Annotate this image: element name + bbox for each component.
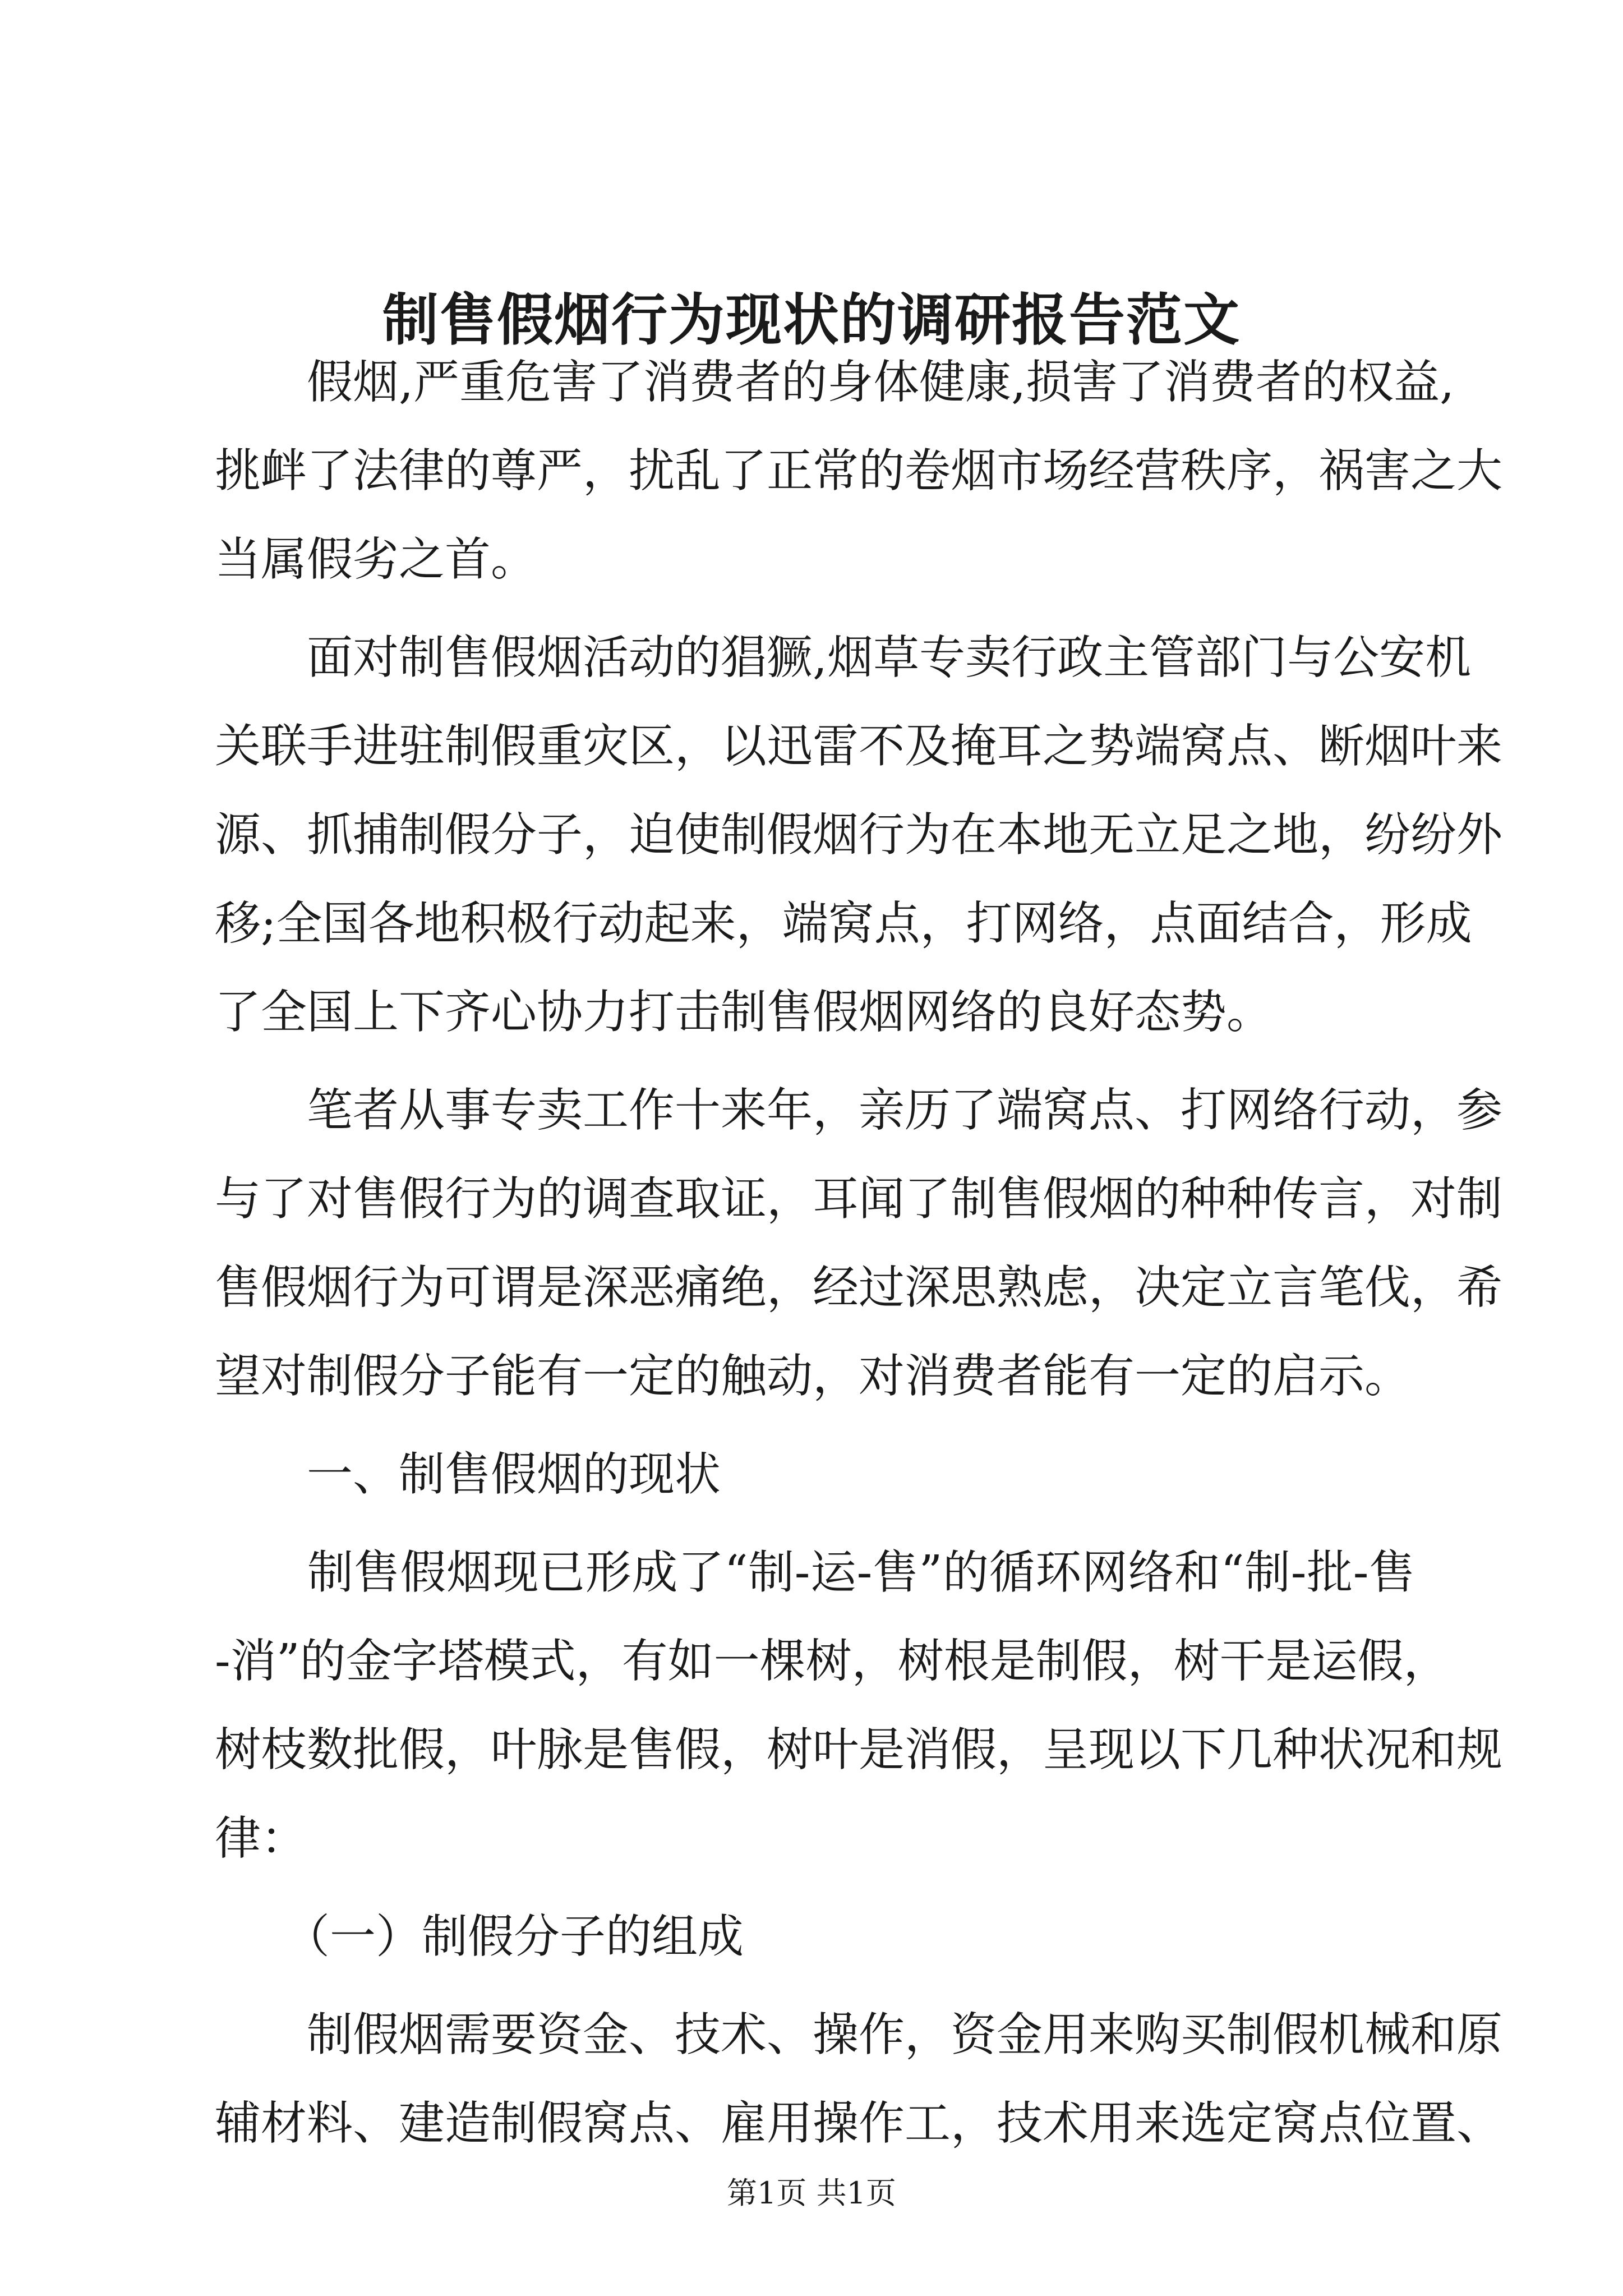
document-title: 制售假烟行为现状的调研报告范文	[382, 287, 1241, 353]
body-line: 制假烟需要资金、技术、操作，资金用来购买制假机械和原	[215, 2008, 1503, 2062]
page-footer: 第1页 共1页	[727, 2175, 896, 2211]
body-line: 律：	[215, 1812, 307, 1865]
body-line: -消”的金字塔模式，有如一棵树，树根是制假，树干是运假，	[215, 1635, 1450, 1688]
body-line: 面对制售假烟活动的猖獗,烟草专卖行政主管部门与公安机	[215, 631, 1472, 684]
body-line: 制售假烟现已形成了“制-运-售”的循环网络和“制-批-售	[215, 1546, 1415, 1599]
body-line: 关联手进驻制假重灾区，以迅雷不及掩耳之势端窝点、断烟叶来	[215, 720, 1503, 773]
body-line: 辅材料、建造制假窝点、雇用操作工，技术用来选定窝点位置、	[215, 2097, 1503, 2150]
section-heading: 一、制售假烟的现状	[215, 1448, 721, 1501]
body-line: 源、抓捕制假分子，迫使制假烟行为在本地无立足之地，纷纷外	[215, 808, 1503, 862]
body-line: 笔者从事专卖工作十来年，亲历了端窝点、打网络行动，参	[215, 1084, 1503, 1137]
body-line: 望对制假分子能有一定的触动，对消费者能有一定的启示。	[215, 1350, 1411, 1403]
body-line: 假烟,严重危害了消费者的身体健康,损害了消费者的权益,	[215, 356, 1455, 409]
body-line: 挑衅了法律的尊严，扰乱了正常的卷烟市场经营秩序，祸害之大	[215, 444, 1503, 498]
body-line: 树枝数批假，叶脉是售假，树叶是消假，呈现以下几种状况和规	[215, 1723, 1503, 1777]
body-line: 与了对售假行为的调查取证，耳闻了制售假烟的种种传言，对制	[215, 1172, 1503, 1226]
body-line: 了全国上下齐心协力打击制售假烟网络的良好态势。	[215, 986, 1273, 1039]
body-line: 移;全国各地积极行动起来，端窝点，打网络，点面结合，形成	[215, 897, 1472, 950]
body-line: 售假烟行为可谓是深恶痛绝，经过深思熟虑，决定立言笔伐，希	[215, 1261, 1503, 1314]
subsection-heading: （一）制假分子的组成	[215, 1910, 744, 1963]
body-line: 当属假劣之首。	[215, 533, 537, 586]
